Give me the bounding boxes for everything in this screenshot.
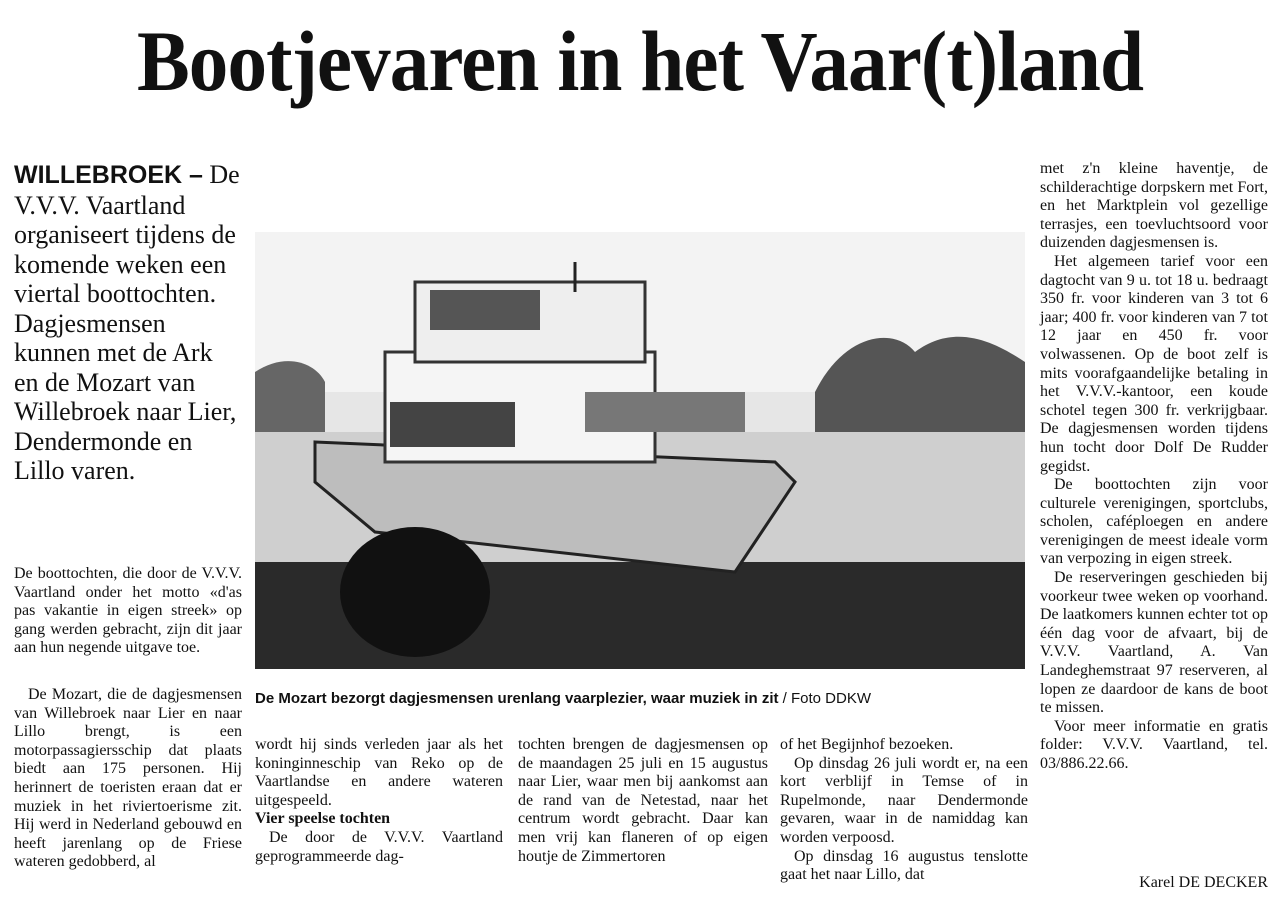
headline: Bootjevaren in het Vaar(t)land [136, 13, 1144, 109]
photo-caption [255, 690, 1025, 707]
paragraph-2-cont: wordt hij sinds verleden jaar als het koninginneschip van Reko op de Vaartlandse en andere wateren uitgespeeld. [255, 736, 503, 809]
column-3 [518, 736, 768, 866]
photo-boat-mozart [255, 232, 1025, 669]
paragraph-3-cont: tochten brengen de dagjesmensen op de maandagen 25 juli en 15 augustus naar Lier, waar men bij aankomst aan de rand van de Netestad, naar het centrum wordt gebracht. Daar kan men vrij kan flaneren of op eigen houtje de Zimmertoren [518, 736, 768, 865]
column-1-top [14, 565, 242, 658]
paragraph-3: De door de V.V.V. Vaartland geprogrammeerde dag- [255, 828, 503, 865]
lead-text: De V.V.V. Vaartland organiseert tijdens de komende weken een viertal boottochten. Dagjesmensen kunnen met de Ark en de Mozart van Willebroek naar Lier, Dendermonde en Lillo varen. [14, 160, 240, 485]
paragraph-r3: De boottochten zijn voor culturele verenigingen, sportclubs, scholen, caféploegen en andere verenigingen de meest ideale vorm van verpozing in eigen streek. [1040, 476, 1268, 568]
column-1-bottom [14, 686, 242, 872]
paragraph-r1: met z'n kleine haventje, de schilderachtige dorpskern met Fort, en het Marktplein vol gezellige terrasjes, een toevluchtsoord voor duizenden dagjesmensen is. [1040, 160, 1268, 252]
paragraph-r4: De reserveringen geschieden bij voorkeur twee weken op voorhand. De laatkomers kunnen echter tot op één dag voor de afvaart, bij de V.V.V. Vaartland, A. Van Landeghemstraat 97 reserveren, al lopen ze daardoor de kans de boot te missen. [1040, 569, 1268, 717]
paragraph-4: of het Begijnhof bezoeken. [780, 736, 954, 753]
paragraph-5: Op dinsdag 26 juli wordt er, na een kort verblijf in Temse of in Rupelmonde, naar Dendermonde gevaren, waar in de namiddag kan worden verpoosd. [780, 754, 1028, 846]
paragraph-2: De Mozart, die de dagjesmensen van Willebroek naar Lier en naar Lillo brengt, is een motorpassagiersschip dat plaats biedt aan 175 personen. Hij herinnert de toeristen eraan dat er muziek in het riviertoerisme zit. Hij werd in Nederland gebouwd en heeft jarenlang op de Friese wateren gedobberd, al [14, 686, 242, 871]
lead-paragraph [14, 160, 242, 486]
photo-credit: / Foto DDKW [782, 690, 872, 707]
paragraph-r2: Het algemeen tarief voor een dagtocht van 9 u. tot 18 u. bedraagt 350 fr. voor kinderen van 3 tot 6 jaar; 400 fr. voor kinderen van 7 tot 12 jaar en 450 fr. voor volwassenen. Op de boot zelf is mits voorafgaandelijke betaling in het V.V.V.-kantoor, een koude schotel tegen 300 fr. verkrijgbaar. De dagjesmensen worden tijdens hun tocht door Dolf De Rudder gegidst. [1040, 252, 1268, 475]
paragraph-1: De boottochten, die door de V.V.V. Vaartland onder het motto «d'as pas vakantie in eigen streek» op gang werden gebracht, zijn dit jaar aan hun negende uitgave toe. [14, 565, 242, 657]
column-2 [255, 736, 503, 866]
subheading: Vier speelse tochten [255, 810, 391, 828]
paragraph-6: Op dinsdag 16 augustus tenslotte gaat het naar Lillo, dat [780, 847, 1028, 884]
byline: Karel DE DECKER [1139, 874, 1268, 891]
right-column [1040, 160, 1268, 774]
dateline: WILLEBROEK – [14, 161, 203, 189]
paragraph-r5: Voor meer informatie en gratis folder: V.V.V. Vaartland, tel. 03/886.22.66. [1040, 717, 1268, 772]
column-4 [780, 736, 1028, 885]
boat-photo-illustration [255, 232, 1025, 669]
caption-text: De Mozart bezorgt dagjesmensen urenlang vaarplezier, waar muziek in zit [255, 690, 779, 707]
